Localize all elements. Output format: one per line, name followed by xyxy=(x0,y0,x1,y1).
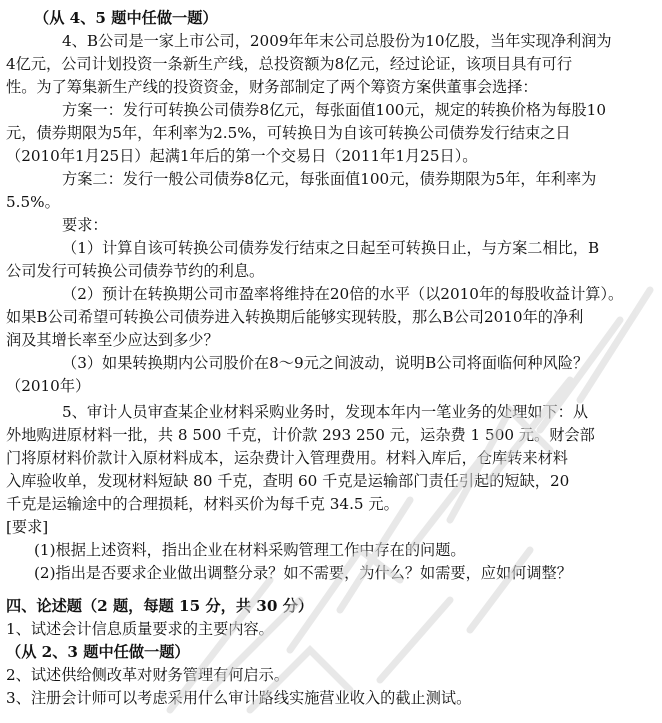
q4-requirements-heading: 要求： xyxy=(62,216,108,234)
q4-plan1-line-2: 元，债券期限为5年，年利率为2.5%，可转换日为自该可转换公司债券发行结束之日 xyxy=(6,124,571,142)
q4-req2-line-1: （2）预计在转换期公司市盈率将维持在20倍的水平（以2010年的每股收益计算）。 xyxy=(62,285,624,303)
q4-line-2: 4亿元，公司计划投资一条新生产线，总投资额为8亿元，经过论证，该项目具有可行 xyxy=(6,55,573,73)
essay-q2: 2、试述供给侧改革对财务管理有何启示。 xyxy=(6,666,290,684)
section-note-q2-3: （从 2、3 题中任做一题） xyxy=(6,643,190,661)
q5-req1: (1)根据上述资料，指出企业在材料采购管理工作中存在的问题。 xyxy=(34,541,466,559)
q4-plan2-line-2: 5.5%。 xyxy=(6,193,60,211)
q4-req2-line-2: 如果B公司希望可转换公司债券进入转换期后能够实现转股，那么B公司2010年的净利 xyxy=(6,308,584,326)
q4-line-3: 性。为了筹集新生产线的投资资金，财务部制定了两个筹资方案供董事会选择： xyxy=(6,78,538,96)
q4-plan1-line-1: 方案一：发行可转换公司债券8亿元，每张面值100元，规定的转换价格为每股10 xyxy=(62,101,606,119)
q5-line-1: 5、审计人员审查某企业材料采购业务时，发现本年内一笔业务的处理如下：从 xyxy=(62,403,589,421)
q4-line-1: 4、B公司是一家上市公司，2009年年末公司总股份为10亿股，当年实现净利润为 xyxy=(62,32,612,50)
essay-section-heading: 四、论述题（2 题，每题 15 分，共 30 分） xyxy=(6,597,314,615)
q5-line-3: 门将原材料价款计入原材料成本，运杂费计入管理费用。材料入库后，仓库转来材料 xyxy=(6,449,568,467)
q4-req1-line-2: 公司发行可转换公司债券节约的利息。 xyxy=(6,262,265,280)
q5-line-4: 入库验收单，发现材料短缺 80 千克，查明 60 千克是运输部门责任引起的短缺，20 xyxy=(6,472,570,490)
q4-req2-line-3: 润及其增长率至少应达到多少？ xyxy=(6,331,219,349)
q4-plan2-line-1: 方案二：发行一般公司债券8亿元，每张面值100元，债券期限为5年，年利率为 xyxy=(62,170,597,188)
q5-line-2: 外地购进原材料一批，共 8 500 千克，计价款 293 250 元，运杂费 1 500 元。财会部 xyxy=(6,426,595,444)
section-note-q4-5: （从 4、5 题中任做一题） xyxy=(34,9,218,27)
q5-requirements-heading: [要求] xyxy=(6,518,49,536)
q4-req3-line-1: （3）如果转换期内公司股价在8～9元之间波动，说明B公司将面临何种风险？ xyxy=(62,354,589,372)
q4-req1-line-1: （1）计算自该可转换公司债券发行结束之日起至可转换日止，与方案二相比，B xyxy=(62,239,600,257)
q4-plan1-line-3: （2010年1月25日）起满1年后的第一个交易日（2011年1月25日）。 xyxy=(6,147,478,165)
essay-q3: 3、注册会计师可以考虑采用什么审计路线实施营业收入的截止测试。 xyxy=(6,689,472,707)
essay-q1: 1、试述会计信息质量要求的主要内容。 xyxy=(6,620,274,638)
q4-year-note: （2010年） xyxy=(6,377,91,395)
q5-req2: (2)指出是否要求企业做出调整分录？如不需要，为什么？如需要，应如何调整？ xyxy=(34,564,572,582)
q5-line-5: 千克是运输途中的合理损耗，材料买价为每千克 34.5 元。 xyxy=(6,495,399,513)
